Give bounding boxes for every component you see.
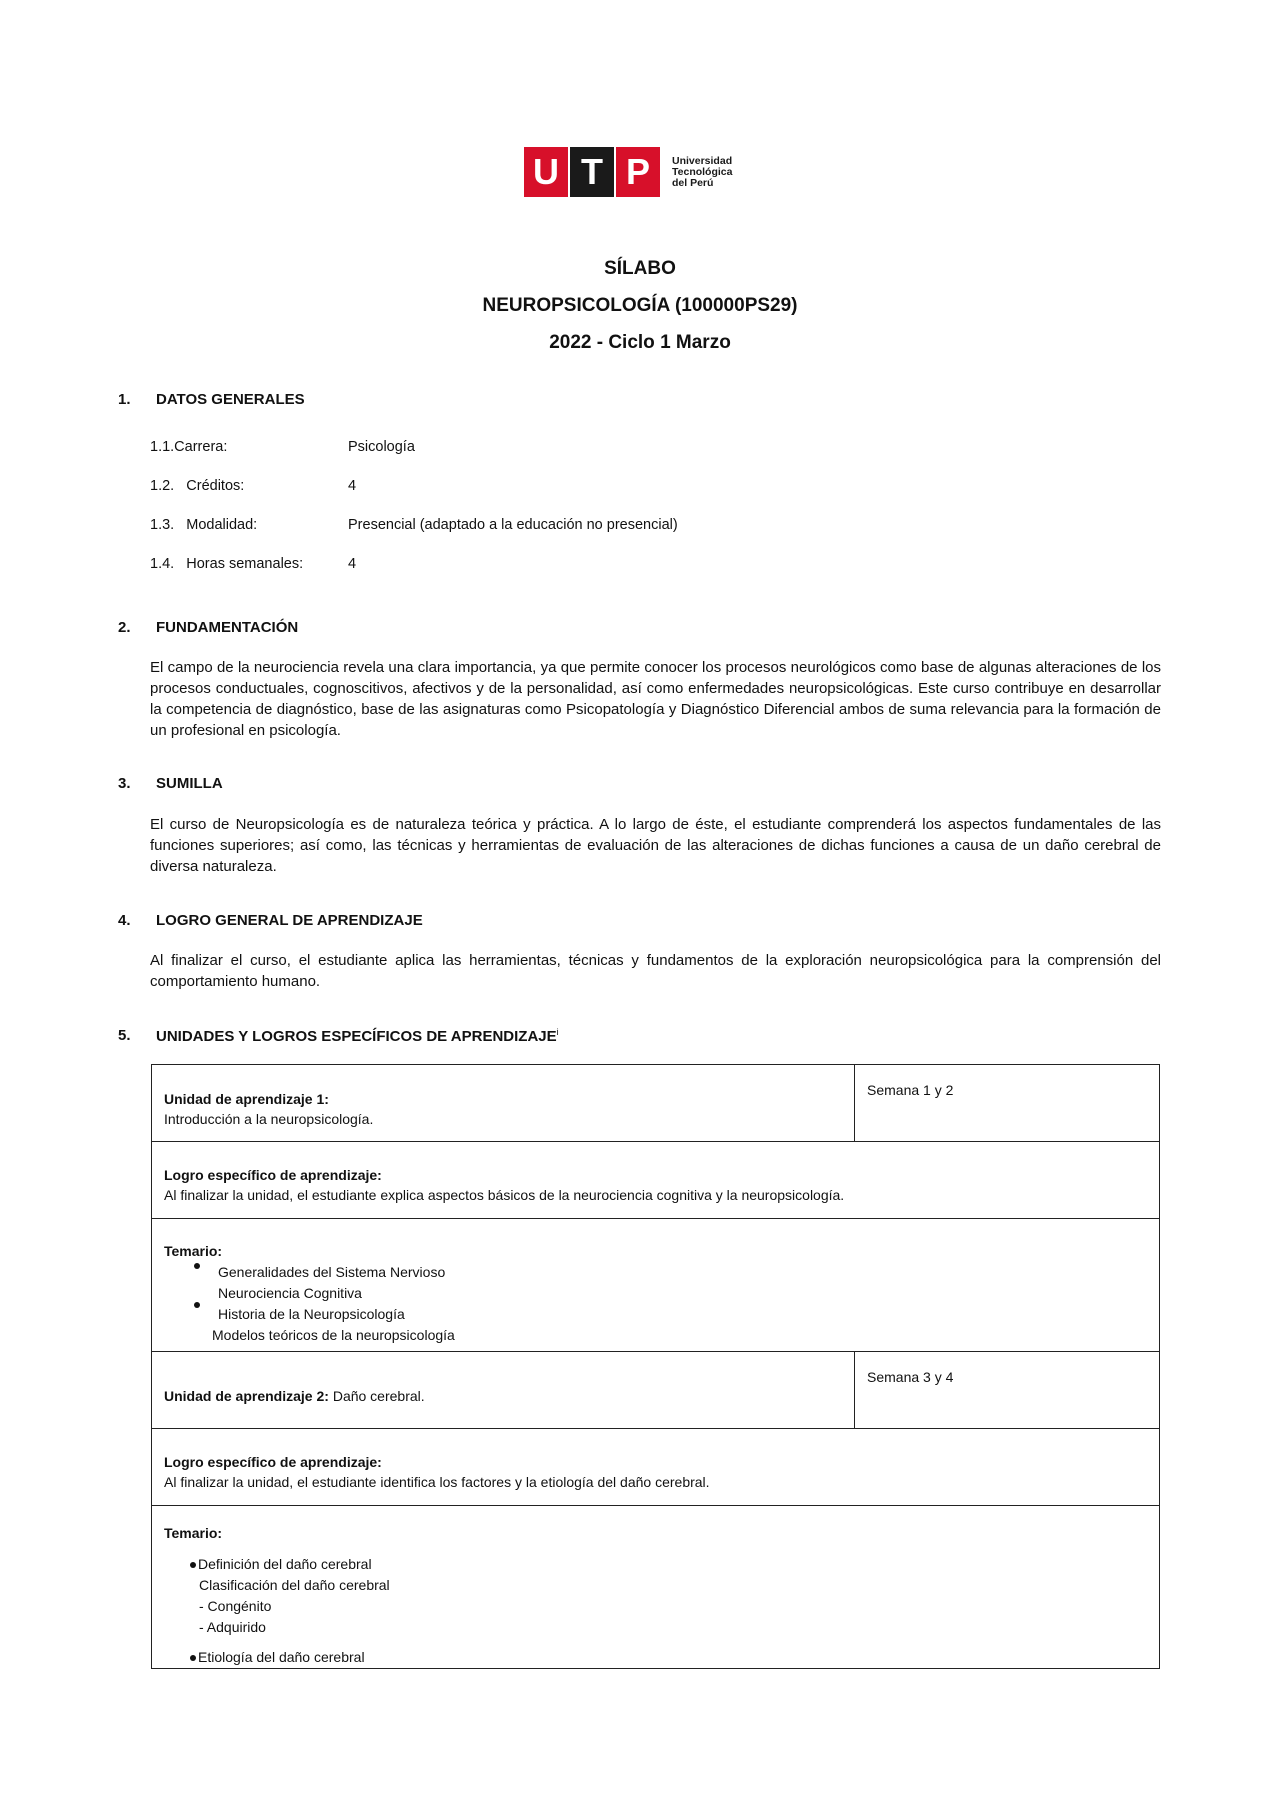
- list-item: - Adquirido: [199, 1619, 266, 1635]
- datos-row-creditos: [150, 478, 356, 494]
- bullet-icon: [190, 1562, 196, 1568]
- unit-1-weeks-cell: [855, 1065, 1160, 1142]
- unit-1-weeks: Semana 1 y 2: [867, 1082, 954, 1098]
- datos-label: 1.4. Horas semanales:: [150, 556, 304, 572]
- section-title: LOGRO GENERAL DE APRENDIZAJE: [156, 912, 423, 929]
- section-number: 2.: [118, 619, 131, 636]
- datos-value: 4: [348, 478, 357, 494]
- section-title-text: UNIDADES Y LOGROS ESPECÍFICOS DE APRENDIZAJE: [156, 1028, 557, 1045]
- unit-1-logro-label: Logro específico de aprendizaje:: [164, 1167, 382, 1183]
- logo-text-line: Universidad: [672, 154, 733, 167]
- list-item: Clasificación del daño cerebral: [199, 1577, 390, 1593]
- unit-2-logro-text: Al finalizar la unidad, el estudiante identifica los factores y la etiología del daño cerebral.: [164, 1474, 710, 1490]
- table-row: [152, 1506, 1160, 1669]
- section-title: DATOS GENERALES: [156, 391, 305, 408]
- bullet-icon: [194, 1302, 200, 1308]
- section-heading-logro-general: [118, 912, 423, 929]
- list-item-text: Etiología del daño cerebral: [198, 1649, 365, 1665]
- unit-2-temario-cell: [152, 1506, 1160, 1669]
- section-heading-sumilla: [118, 775, 223, 792]
- list-item: Modelos teóricos de la neuropsicología: [212, 1327, 455, 1343]
- table-row: [152, 1352, 1160, 1429]
- unit-2-temario-label: Temario:: [164, 1525, 223, 1541]
- datos-label: 1.2. Créditos:: [150, 478, 245, 494]
- unit-1-cell: [152, 1065, 855, 1142]
- list-item: - Congénito: [199, 1598, 272, 1614]
- unit-1-temario-list: [164, 1262, 1147, 1346]
- section-number: 1.: [118, 391, 131, 408]
- section-number: 5.: [118, 1027, 131, 1044]
- unit-1-label: Unidad de aprendizaje 1:: [164, 1091, 329, 1107]
- document-title: SÍLABO: [604, 258, 676, 279]
- bullet-icon: [190, 1655, 196, 1661]
- bullet-icon: [194, 1263, 200, 1269]
- unit-2-logro-label: Logro específico de aprendizaje:: [164, 1454, 382, 1470]
- table-row: [152, 1142, 1160, 1219]
- section-number: 4.: [118, 912, 131, 929]
- list-item: Neurociencia Cognitiva: [218, 1285, 362, 1301]
- unit-2-name: Daño cerebral.: [332, 1388, 425, 1404]
- datos-value: Psicología: [348, 439, 415, 455]
- unit-1-name: Introducción a la neuropsicología.: [164, 1111, 374, 1127]
- period-title: 2022 - Ciclo 1 Marzo: [549, 332, 731, 353]
- list-item: Historia de la Neuropsicología: [218, 1306, 405, 1322]
- datos-row-carrera: [150, 439, 415, 455]
- section-number: 3.: [118, 775, 131, 792]
- datos-row-horas: [150, 556, 356, 572]
- units-table: [151, 1064, 1160, 1669]
- section-title: [156, 1027, 559, 1045]
- logo-letter-t: T: [570, 147, 614, 197]
- unit-1-temario-cell: [152, 1219, 1160, 1352]
- list-item-text: Definición del daño cerebral: [198, 1556, 372, 1572]
- table-row: [152, 1219, 1160, 1352]
- fundamentacion-text: El campo de la neurociencia revela una clara importancia, ya que permite conocer los procesos neurológicos como base de algunas alteraciones de los procesos conductuales, cognoscitivos, afectivos y de la personalidad, así como enfermedades neuropsicológicas. Este curso contribuye en desarrollar la competencia de diagnóstico, base de las asignaturas como Psicopatología y Diagnóstico Diferencial ambos de suma relevancia para la formación de un profesional en psicología.: [150, 659, 1161, 739]
- table-row: [152, 1429, 1160, 1506]
- section-title: FUNDAMENTACIÓN: [156, 619, 299, 636]
- list-item: [190, 1554, 1147, 1575]
- unit-1-temario-label: Temario:: [164, 1243, 223, 1259]
- list-item: [190, 1647, 1147, 1668]
- utp-logo: [524, 147, 732, 197]
- unit-2-temario-list: [164, 1554, 1147, 1668]
- course-title: NEUROPSICOLOGÍA (100000PS29): [482, 295, 798, 316]
- list-item: Generalidades del Sistema Nervioso: [218, 1264, 446, 1280]
- section-heading-datos-generales: [118, 391, 305, 408]
- unit-2-logro-cell: [152, 1429, 1160, 1506]
- sumilla-text: El curso de Neuropsicología es de naturaleza teórica y práctica. A lo largo de éste, el estudiante comprenderá los aspectos fundamentales de las funciones superiores; así como, las técnicas y herramientas de evaluación de las alteraciones de dichas funciones a causa de un daño cerebral de diversa naturaleza.: [150, 816, 1161, 875]
- unit-1-logro-text: Al finalizar la unidad, el estudiante explica aspectos básicos de la neurociencia cognitiva y la neuropsicología.: [164, 1187, 845, 1203]
- unit-2-weeks: Semana 3 y 4: [867, 1369, 954, 1385]
- unit-2-cell: [152, 1352, 855, 1429]
- datos-label: 1.1.Carrera:: [150, 439, 228, 455]
- section-title: SUMILLA: [156, 775, 223, 792]
- logo-letter-p: P: [616, 147, 660, 197]
- unit-2-label: Unidad de aprendizaje 2:: [164, 1388, 329, 1404]
- logo-letter-u: U: [524, 147, 568, 197]
- unit-2-weeks-cell: [855, 1352, 1160, 1429]
- logo-text-line: Tecnológica: [672, 165, 733, 178]
- logo-text-line: del Perú: [672, 176, 714, 189]
- datos-value: Presencial (adaptado a la educación no presencial): [348, 517, 678, 533]
- logo-text: [672, 156, 732, 189]
- datos-label: 1.3. Modalidad:: [150, 517, 258, 533]
- unit-1-logro-cell: [152, 1142, 1160, 1219]
- section-heading-unidades: [118, 1027, 559, 1045]
- datos-row-modalidad: [150, 517, 678, 533]
- logro-general-text: Al finalizar el curso, el estudiante aplica las herramientas, técnicas y fundamentos de la exploración neuropsicológica para la comprensión del comportamiento humano.: [150, 952, 1161, 990]
- footnote-mark: i: [556, 1027, 559, 1037]
- datos-value: 4: [348, 556, 357, 572]
- section-heading-fundamentacion: [118, 619, 298, 636]
- table-row: [152, 1065, 1160, 1142]
